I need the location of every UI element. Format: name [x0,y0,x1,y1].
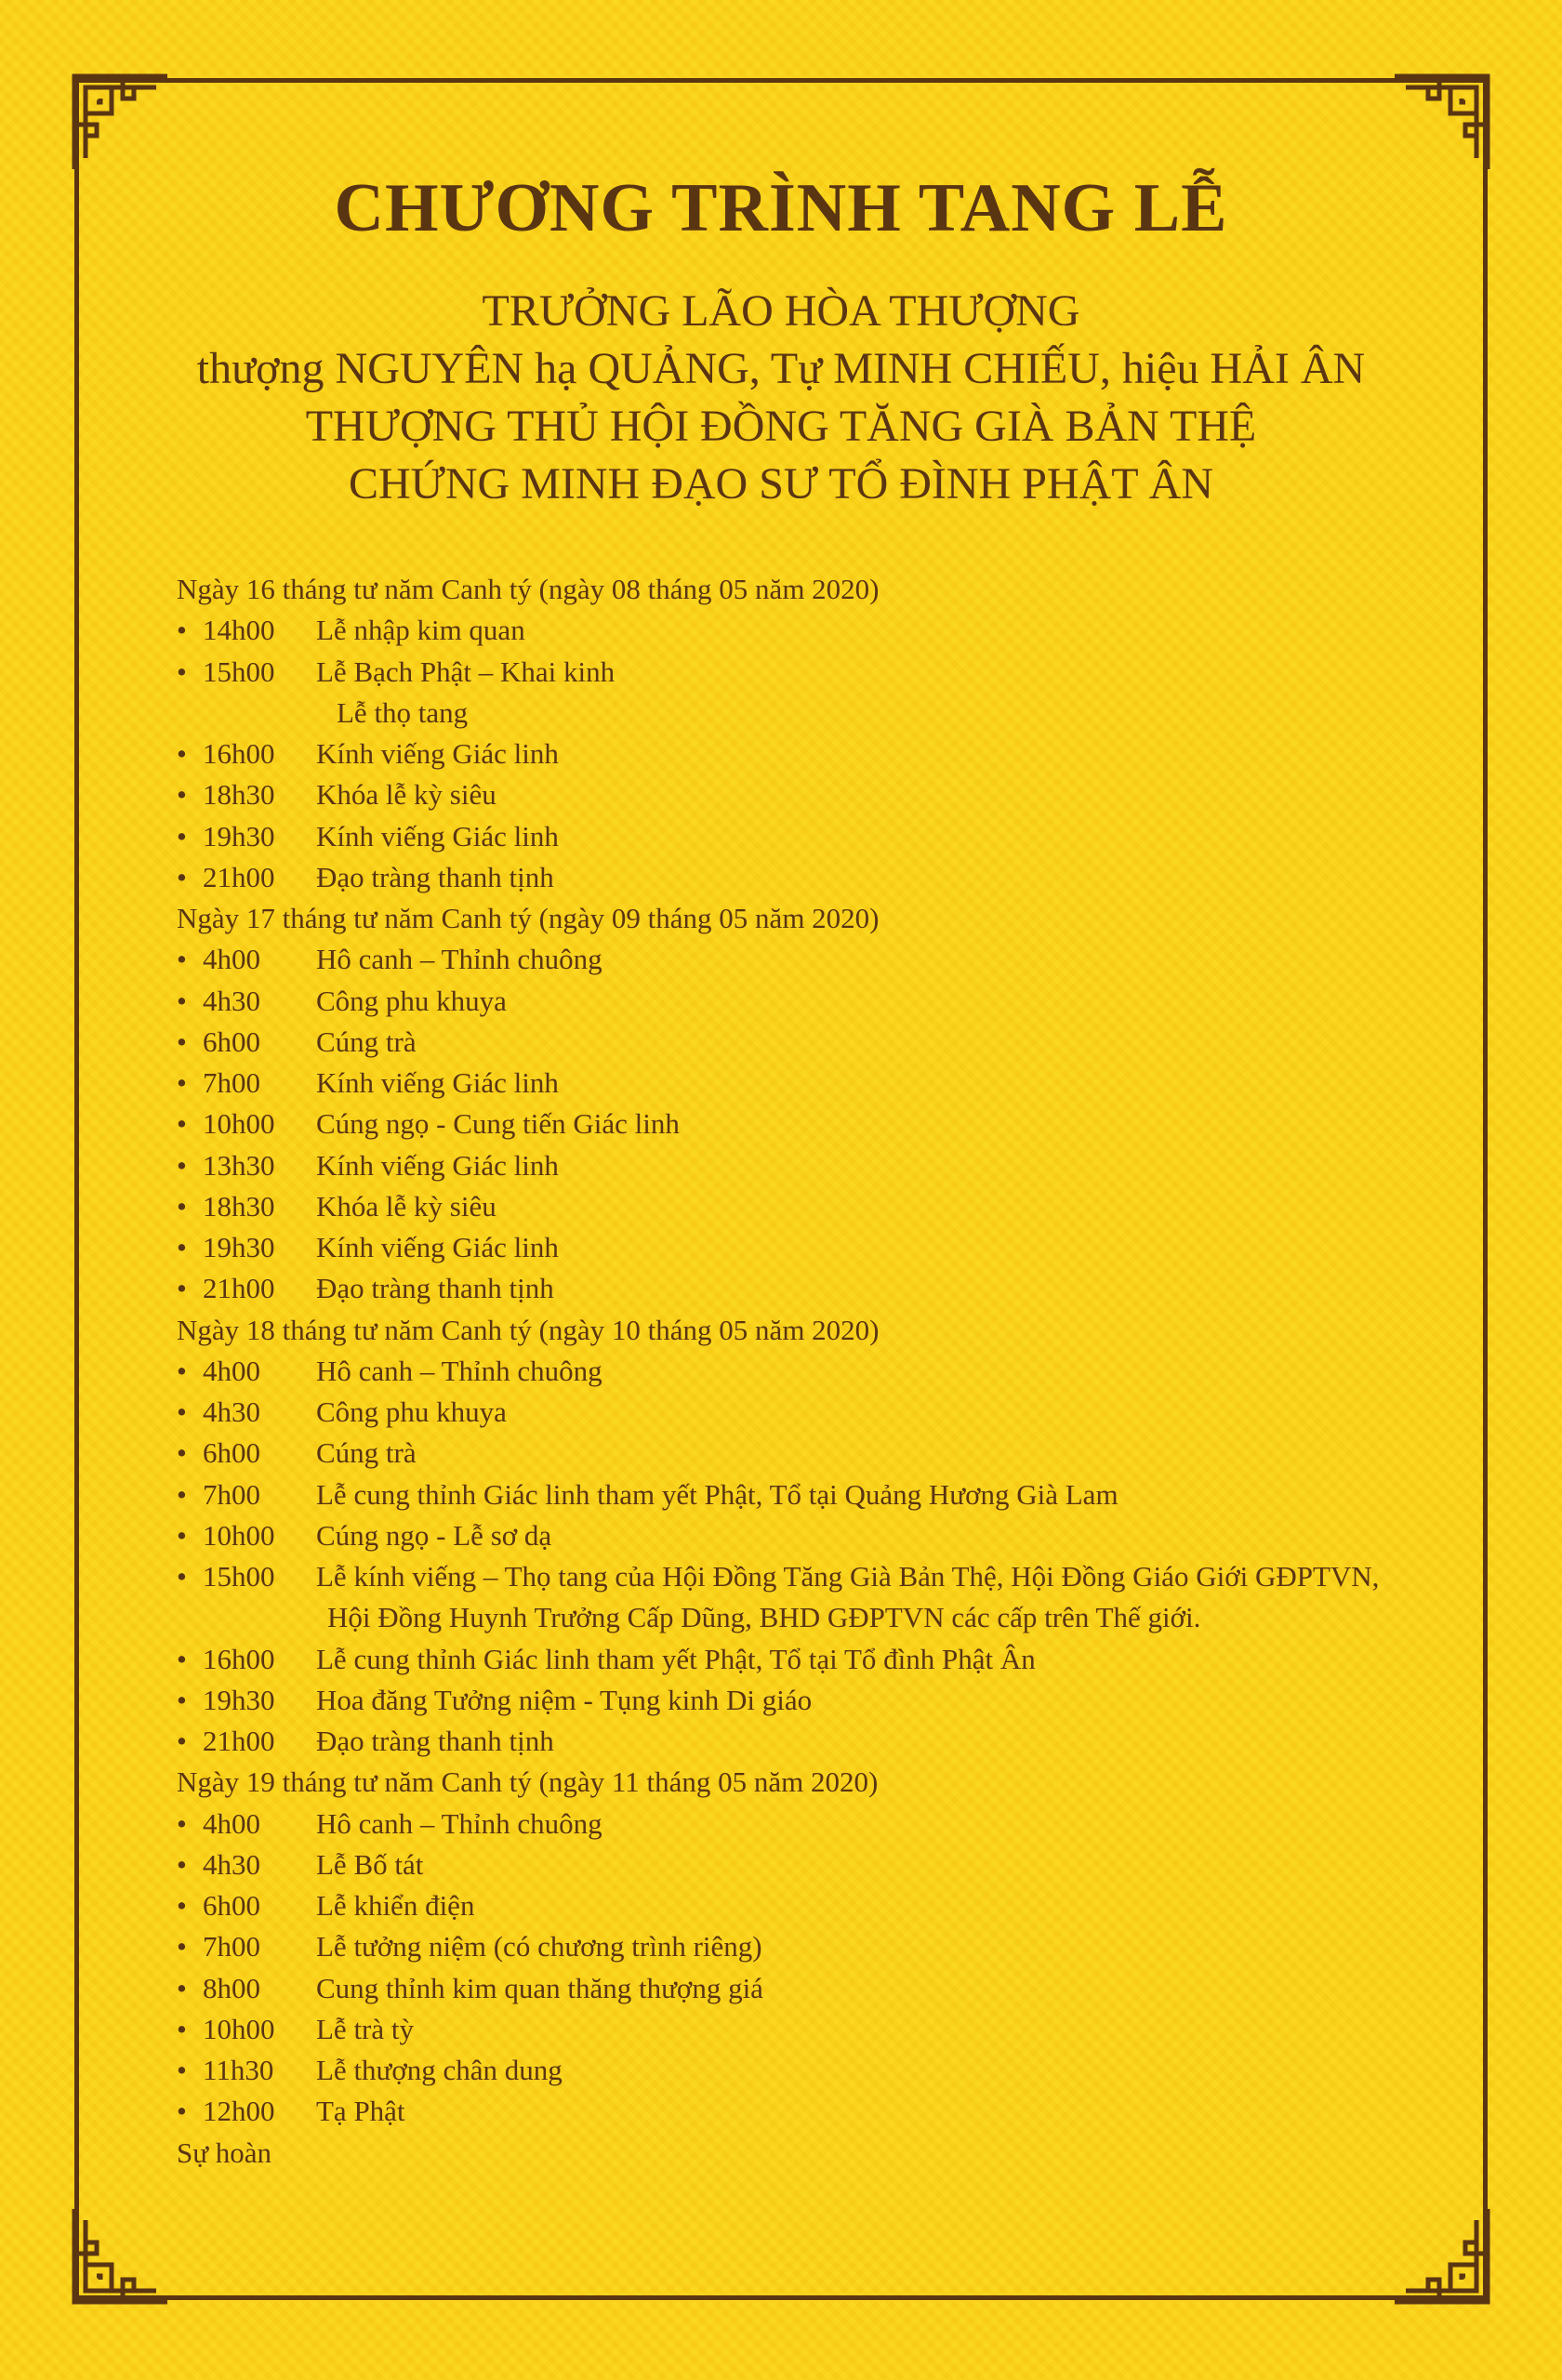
item-event: Tạ Phật [316,2095,405,2128]
bullet-icon: • [177,1148,187,1182]
schedule-item [177,2009,1460,2050]
bullet-icon: • [177,819,187,853]
item-time: 16h00 [203,737,275,770]
item-event: Khóa lễ kỳ siêu [316,778,496,812]
schedule-item [177,1721,1460,1762]
item-event: Lễ Bố tát [316,1847,424,1881]
day-heading: Ngày 19 tháng tư năm Canh tý (ngày 11 tháng 05 năm 2020) [177,1765,879,1799]
closing-text: Sự hoàn [177,2135,272,2169]
item-event: Đạo tràng thanh tịnh [316,860,554,893]
schedule-item [177,652,1460,693]
bullet-icon: • [177,1231,187,1263]
bullet-icon: • [177,1806,187,1840]
schedule-item [177,981,1460,1022]
bullet-icon: • [177,1354,187,1387]
item-time: 13h30 [203,1148,275,1182]
item-time: 19h30 [203,1683,275,1716]
item-time: 8h00 [203,1971,260,2004]
corner-ornament-bottom-left [69,2203,173,2307]
page-title: CHƯƠNG TRÌNH TANG LỄ [334,170,1228,246]
item-event-continuation: Hội Đồng Huynh Trưởng Cấp Dũng, BHD GĐPTVN các cấp trên Thế giới. [327,1601,1201,1634]
bullet-icon: • [177,654,187,688]
corner-ornament-top-right [1389,71,1493,175]
item-time: 19h30 [203,1231,275,1263]
schedule-item [177,857,1460,898]
bullet-icon: • [177,1066,187,1099]
schedule-item [177,2050,1460,2091]
item-time: 18h30 [203,778,275,812]
item-time: 10h00 [203,1107,275,1141]
item-time: 4h00 [203,1806,260,1840]
schedule-item [177,939,1460,980]
schedule-item [177,2091,1460,2132]
corner-ornament-bottom-right [1389,2203,1493,2307]
schedule-item [177,1104,1460,1144]
item-event: Công phu khuya [316,1395,507,1428]
schedule-item [177,1844,1460,1885]
schedule-item [177,1474,1460,1515]
item-event: Hô canh – Thỉnh chuông [316,1806,602,1840]
item-time: 15h00 [203,1560,275,1593]
schedule-item [177,1433,1460,1474]
bullet-icon: • [177,1642,187,1675]
bullet-icon: • [177,1107,187,1141]
item-time: 19h30 [203,819,275,853]
item-time: 6h00 [203,1889,260,1922]
bullet-icon: • [177,778,187,812]
schedule-item [177,1063,1460,1104]
item-event: Công phu khuya [316,984,507,1017]
item-time: 11h30 [203,2054,274,2086]
item-time: 4h30 [203,984,260,1017]
day-heading: Ngày 18 tháng tư năm Canh tý (ngày 10 tháng 05 năm 2020) [177,1313,880,1346]
item-time: 15h00 [203,654,275,688]
bullet-icon: • [177,1025,187,1058]
day-heading: Ngày 16 tháng tư năm Canh tý (ngày 08 tháng 05 năm 2020) [177,573,880,605]
schedule-item [177,816,1460,857]
corner-ornament-top-left [69,71,173,175]
bullet-icon: • [177,1930,187,1964]
schedule-item [177,1968,1460,2009]
item-time: 18h30 [203,1189,275,1223]
item-event: Lễ khiển điện [316,1889,475,1922]
item-event: Lễ tưởng niệm (có chương trình riêng) [316,1930,762,1964]
bullet-icon: • [177,943,187,976]
item-time: 7h00 [203,1477,260,1511]
item-event: Kính viếng Giác linh [316,819,559,853]
schedule-item [177,1145,1460,1186]
item-time: 7h00 [203,1066,260,1099]
bullet-icon: • [177,1272,187,1305]
day-heading: Ngày 17 tháng tư năm Canh tý (ngày 09 tháng 05 năm 2020) [177,902,880,934]
subtitle-line: TRƯỞNG LÃO HÒA THƯỢNG [482,286,1080,336]
schedule-item [177,1022,1460,1063]
subtitle-line: thượng NGUYÊN hạ QUẢNG, Tự MINH CHIẾU, hiệu HẢI ÂN [196,344,1366,393]
schedule-item [177,1351,1460,1392]
bullet-icon: • [177,1847,187,1881]
item-time: 6h00 [203,1025,260,1058]
item-time: 10h00 [203,1518,275,1552]
item-time: 4h30 [203,1395,260,1428]
item-time: 4h30 [203,1847,260,1881]
item-event: Cúng trà [316,1436,417,1470]
subtitle-line: THƯỢNG THỦ HỘI ĐỒNG TĂNG GIÀ BẢN THỆ [305,402,1257,451]
bullet-icon: • [177,1518,187,1552]
item-event: Lễ cung thỉnh Giác linh tham yết Phật, Tổ tại Quảng Hương Già Lam [316,1477,1119,1511]
item-event: Lễ Bạch Phật – Khai kinh [316,654,616,688]
schedule-item [177,1186,1460,1227]
item-time: 21h00 [203,1272,275,1305]
bullet-icon: • [177,1395,187,1428]
item-event: Lễ thượng chân dung [316,2054,563,2086]
bullet-icon: • [177,1889,187,1922]
item-time: 21h00 [203,1725,275,1757]
schedule-item [177,1885,1460,1926]
item-time: 6h00 [203,1436,260,1470]
item-time: 4h00 [203,1354,260,1387]
schedule-item [177,1392,1460,1433]
item-event: Đạo tràng thanh tịnh [316,1272,554,1305]
schedule-list [177,569,1460,2174]
item-event: Kính viếng Giác linh [316,1231,559,1263]
item-event-continuation: Lễ thọ tang [337,695,469,729]
item-event: Đạo tràng thanh tịnh [316,1725,554,1757]
schedule-item [177,1804,1460,1844]
item-event: Hô canh – Thỉnh chuông [316,943,602,976]
bullet-icon: • [177,1725,187,1757]
item-time: 12h00 [203,2095,275,2128]
item-time: 21h00 [203,860,275,893]
item-event: Hô canh – Thỉnh chuông [316,1354,602,1387]
bullet-icon: • [177,860,187,893]
schedule-item [177,1268,1460,1309]
item-time: 7h00 [203,1930,260,1964]
bullet-icon: • [177,1560,187,1593]
item-event: Kính viếng Giác linh [316,1066,559,1099]
bullet-icon: • [177,2054,187,2086]
bullet-icon: • [177,1683,187,1716]
item-event: Kính viếng Giác linh [316,1148,559,1182]
schedule-item [177,1227,1460,1268]
item-time: 14h00 [203,614,275,647]
item-event: Kính viếng Giác linh [316,737,559,770]
bullet-icon: • [177,2012,187,2045]
schedule-item [177,610,1460,651]
item-event: Lễ nhập kim quan [316,614,525,647]
bullet-icon: • [177,984,187,1017]
item-event: Lễ cung thỉnh Giác linh tham yết Phật, Tổ tại Tổ đình Phật Ân [316,1642,1036,1675]
schedule-item [177,1639,1460,1680]
schedule-item [177,1515,1460,1556]
bullet-icon: • [177,737,187,770]
item-event: Lễ kính viếng – Thọ tang của Hội Đồng Tăng Già Bản Thệ, Hội Đồng Giáo Giới GĐPTVN, [316,1560,1380,1593]
schedule-item [177,774,1460,815]
schedule-item [177,734,1460,774]
item-time: 4h00 [203,943,260,976]
item-event: Cung thỉnh kim quan thăng thượng giá [316,1971,763,2004]
item-event: Cúng ngọ - Cung tiến Giác linh [316,1107,680,1141]
bullet-icon: • [177,2095,187,2128]
bullet-icon: • [177,1971,187,2004]
item-event: Lễ trà tỳ [316,2012,415,2045]
subtitle-line: CHỨNG MINH ĐẠO SƯ TỔ ĐÌNH PHẬT ÂN [348,459,1214,509]
schedule-item [177,1926,1460,1967]
item-time: 16h00 [203,1642,275,1675]
item-event: Hoa đăng Tưởng niệm - Tụng kinh Di giáo [316,1683,813,1716]
schedule-item [177,1680,1460,1721]
item-time: 10h00 [203,2012,275,2045]
bullet-icon: • [177,1436,187,1470]
item-event: Cúng trà [316,1025,417,1058]
subtitle-block [0,283,1562,513]
schedule-item [177,1556,1460,1597]
bullet-icon: • [177,1477,187,1511]
bullet-icon: • [177,614,187,647]
bullet-icon: • [177,1189,187,1223]
item-event: Khóa lễ kỳ siêu [316,1189,496,1223]
item-event: Cúng ngọ - Lễ sơ dạ [316,1518,552,1552]
